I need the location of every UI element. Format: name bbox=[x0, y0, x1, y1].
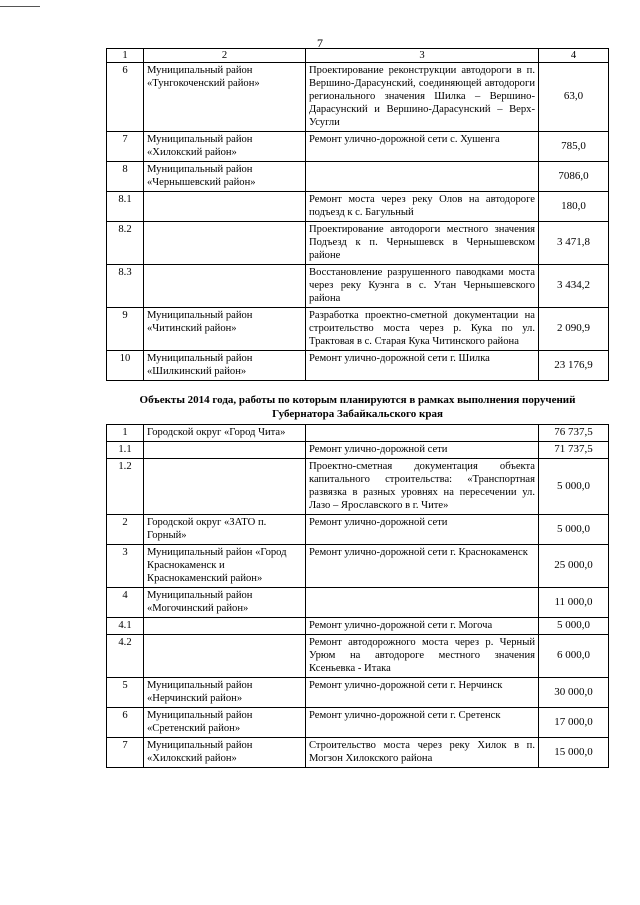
work-description-cell bbox=[306, 588, 539, 618]
table-row bbox=[107, 738, 609, 768]
row-number: 1 bbox=[107, 425, 144, 442]
table-row bbox=[107, 192, 609, 222]
table-row bbox=[107, 265, 609, 308]
row-number: 1.2 bbox=[107, 459, 144, 515]
amount-cell: 2 090,9 bbox=[539, 308, 609, 351]
amount-cell: 30 000,0 bbox=[539, 678, 609, 708]
work-description-cell: Ремонт улично-дорожной сети с. Хушенга bbox=[306, 132, 539, 162]
work-description-cell: Ремонт моста через реку Олов на автодороге подъезд к с. Багульный bbox=[306, 192, 539, 222]
work-description-cell bbox=[306, 425, 539, 442]
table-row bbox=[107, 222, 609, 265]
table-row bbox=[107, 162, 609, 192]
work-description-cell: Ремонт улично-дорожной сети г. Могоча bbox=[306, 618, 539, 635]
district-cell: Муниципальный район «Тунгокоченский район» bbox=[144, 63, 306, 132]
table-row bbox=[107, 308, 609, 351]
district-cell bbox=[144, 618, 306, 635]
row-number: 9 bbox=[107, 308, 144, 351]
works-table bbox=[106, 48, 609, 768]
row-number: 3 bbox=[107, 545, 144, 588]
table-header-row bbox=[107, 49, 609, 63]
amount-cell: 15 000,0 bbox=[539, 738, 609, 768]
header-cell: 2 bbox=[144, 49, 306, 63]
district-cell bbox=[144, 442, 306, 459]
row-number: 6 bbox=[107, 63, 144, 132]
table-row bbox=[107, 459, 609, 515]
district-cell: Городской округ «Город Чита» bbox=[144, 425, 306, 442]
amount-cell: 76 737,5 bbox=[539, 425, 609, 442]
row-number: 8 bbox=[107, 162, 144, 192]
table-row bbox=[107, 515, 609, 545]
table-row bbox=[107, 442, 609, 459]
amount-cell: 3 434,2 bbox=[539, 265, 609, 308]
work-description-cell: Разработка проектно-сметной документации на строительство моста через р. Кука по ул. Трактовая в с. Старая Кука Читинского района bbox=[306, 308, 539, 351]
district-cell: Городской округ «ЗАТО п. Горный» bbox=[144, 515, 306, 545]
row-number: 8.2 bbox=[107, 222, 144, 265]
table-row bbox=[107, 132, 609, 162]
work-description-cell: Ремонт улично-дорожной сети г. Сретенск bbox=[306, 708, 539, 738]
header-cell: 1 bbox=[107, 49, 144, 63]
table-row bbox=[107, 588, 609, 618]
amount-cell: 11 000,0 bbox=[539, 588, 609, 618]
district-cell: Муниципальный район «Хилокский район» bbox=[144, 738, 306, 768]
table-row bbox=[107, 425, 609, 442]
work-description-cell: Проектирование автодороги местного значения Подъезд к п. Чернышевск в Чернышевском районе bbox=[306, 222, 539, 265]
amount-cell: 180,0 bbox=[539, 192, 609, 222]
row-number: 6 bbox=[107, 708, 144, 738]
district-cell: Муниципальный район «Сретенский район» bbox=[144, 708, 306, 738]
table-row bbox=[107, 545, 609, 588]
district-cell bbox=[144, 192, 306, 222]
work-description-cell: Ремонт автодорожного моста через р. Черный Урюм на автодороге местного значения Ксеньевка - Итака bbox=[306, 635, 539, 678]
work-description-cell bbox=[306, 162, 539, 192]
header-cell: 4 bbox=[539, 49, 609, 63]
amount-cell: 785,0 bbox=[539, 132, 609, 162]
table-row bbox=[107, 63, 609, 132]
amount-cell: 5 000,0 bbox=[539, 618, 609, 635]
amount-cell: 5 000,0 bbox=[539, 515, 609, 545]
table-row bbox=[107, 635, 609, 678]
amount-cell: 6 000,0 bbox=[539, 635, 609, 678]
district-cell: Муниципальный район «Шилкинский район» bbox=[144, 351, 306, 381]
district-cell: Муниципальный район «Город Краснокаменск и Краснокаменский район» bbox=[144, 545, 306, 588]
row-number: 4 bbox=[107, 588, 144, 618]
work-description-cell: Ремонт улично-дорожной сети bbox=[306, 515, 539, 545]
table-row bbox=[107, 678, 609, 708]
table-row bbox=[107, 351, 609, 381]
district-cell: Муниципальный район «Чернышевский район» bbox=[144, 162, 306, 192]
amount-cell: 25 000,0 bbox=[539, 545, 609, 588]
row-number: 4.2 bbox=[107, 635, 144, 678]
amount-cell: 23 176,9 bbox=[539, 351, 609, 381]
work-description-cell: Ремонт улично-дорожной сети г. Шилка bbox=[306, 351, 539, 381]
district-cell bbox=[144, 222, 306, 265]
district-cell: Муниципальный район «Нерчинский район» bbox=[144, 678, 306, 708]
amount-cell: 71 737,5 bbox=[539, 442, 609, 459]
row-number: 4.1 bbox=[107, 618, 144, 635]
amount-cell: 5 000,0 bbox=[539, 459, 609, 515]
work-description-cell: Восстановление разрушенного паводками моста через реку Куэнга в с. Утан Чернышевского района bbox=[306, 265, 539, 308]
amount-cell: 7086,0 bbox=[539, 162, 609, 192]
work-description-cell: Ремонт улично-дорожной сети г. Нерчинск bbox=[306, 678, 539, 708]
district-cell bbox=[144, 459, 306, 515]
header-cell: 3 bbox=[306, 49, 539, 63]
row-number: 1.1 bbox=[107, 442, 144, 459]
corner-mark bbox=[0, 0, 40, 7]
work-description-cell: Проектно-сметная документация объекта капитального строительства: «Транспортная развязка в разных уровнях на пересечении ул. Лазо – Ярославского в г. Чите» bbox=[306, 459, 539, 515]
amount-cell: 63,0 bbox=[539, 63, 609, 132]
section-heading-row bbox=[107, 381, 609, 425]
section-heading: Объекты 2014 года, работы по которым планируются в рамках выполнения поручений Губернатора Забайкальского края bbox=[107, 381, 609, 425]
row-number: 10 bbox=[107, 351, 144, 381]
work-description-cell: Проектирование реконструкции автодороги в п. Вершино-Дарасунский, соединяющей автодороги регионального значения Шилка – Вершино-Дарасунский и Вершино-Дарасунский – Верх-Усугли bbox=[306, 63, 539, 132]
row-number: 5 bbox=[107, 678, 144, 708]
row-number: 8.1 bbox=[107, 192, 144, 222]
page-number: 7 bbox=[317, 36, 323, 50]
district-cell bbox=[144, 265, 306, 308]
work-description-cell: Строительство моста через реку Хилок в п. Могзон Хилокского района bbox=[306, 738, 539, 768]
table-row bbox=[107, 708, 609, 738]
amount-cell: 3 471,8 bbox=[539, 222, 609, 265]
district-cell: Муниципальный район «Хилокский район» bbox=[144, 132, 306, 162]
row-number: 8.3 bbox=[107, 265, 144, 308]
table-row bbox=[107, 618, 609, 635]
district-cell: Муниципальный район «Могочинский район» bbox=[144, 588, 306, 618]
work-description-cell: Ремонт улично-дорожной сети bbox=[306, 442, 539, 459]
row-number: 2 bbox=[107, 515, 144, 545]
district-cell bbox=[144, 635, 306, 678]
row-number: 7 bbox=[107, 738, 144, 768]
amount-cell: 17 000,0 bbox=[539, 708, 609, 738]
work-description-cell: Ремонт улично-дорожной сети г. Краснокаменск bbox=[306, 545, 539, 588]
row-number: 7 bbox=[107, 132, 144, 162]
district-cell: Муниципальный район «Читинский район» bbox=[144, 308, 306, 351]
